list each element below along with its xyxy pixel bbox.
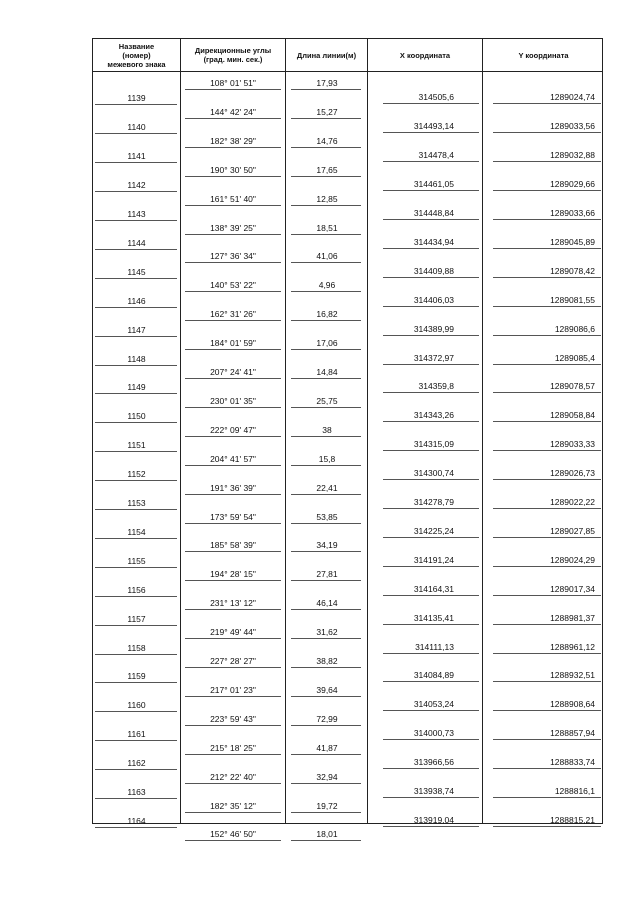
segment-line-length: 39,64 bbox=[316, 684, 338, 695]
point-underline bbox=[493, 421, 601, 422]
segment-line-length: 17,65 bbox=[316, 164, 338, 175]
point-underline bbox=[493, 161, 601, 162]
segment-direction-angle: 108° 01' 51" bbox=[210, 78, 256, 88]
point-y-coordinate: 1289029,66 bbox=[550, 179, 595, 190]
point-underline bbox=[95, 509, 177, 510]
segment-underline bbox=[291, 118, 361, 119]
segment-line-length: 34,19 bbox=[316, 540, 338, 551]
point-underline bbox=[95, 365, 177, 366]
point-underline bbox=[383, 392, 479, 393]
point-name: 1148 bbox=[127, 353, 146, 364]
segment-line-length: 15,8 bbox=[318, 453, 336, 464]
segment-line-length: 41,06 bbox=[316, 251, 338, 262]
segment-underline bbox=[291, 291, 361, 292]
point-underline bbox=[95, 654, 177, 655]
point-y-coordinate: 1289032,88 bbox=[550, 150, 595, 161]
segment-underline bbox=[291, 523, 361, 524]
segment-underline bbox=[185, 89, 281, 90]
point-y-coordinate: 1288908,64 bbox=[550, 699, 595, 710]
segment-underline bbox=[185, 320, 281, 321]
segment-underline bbox=[291, 783, 361, 784]
point-x-coordinate: 314409,88 bbox=[413, 265, 454, 276]
point-underline bbox=[493, 624, 601, 625]
point-underline bbox=[493, 508, 601, 509]
segment-underline bbox=[185, 147, 281, 148]
point-underline bbox=[95, 278, 177, 279]
point-underline bbox=[493, 681, 601, 682]
segment-underline bbox=[185, 638, 281, 639]
point-y-coordinate: 1289024,29 bbox=[550, 554, 595, 565]
segment-line-length: 17,06 bbox=[316, 338, 338, 349]
segment-underline bbox=[185, 523, 281, 524]
point-name: 1143 bbox=[127, 209, 146, 220]
point-x-coordinate: 314191,24 bbox=[413, 554, 454, 565]
segment-underline bbox=[185, 205, 281, 206]
segment-line-length: 72,99 bbox=[316, 713, 338, 724]
point-y-coordinate: 1289081,55 bbox=[550, 294, 595, 305]
segment-line-length: 31,62 bbox=[316, 627, 338, 638]
point-y-coordinate: 1289086,6 bbox=[554, 323, 595, 334]
point-name: 1157 bbox=[127, 613, 146, 624]
point-underline bbox=[493, 479, 601, 480]
segment-underline bbox=[291, 320, 361, 321]
segment-underline bbox=[291, 436, 361, 437]
segment-underline bbox=[185, 234, 281, 235]
point-name: 1162 bbox=[127, 758, 146, 769]
point-underline bbox=[493, 277, 601, 278]
segment-underline bbox=[185, 551, 281, 552]
point-x-coordinate: 314434,94 bbox=[413, 236, 454, 247]
segment-underline bbox=[291, 494, 361, 495]
point-underline bbox=[95, 682, 177, 683]
segment-underline bbox=[185, 291, 281, 292]
point-y-coordinate: 1289085,4 bbox=[554, 352, 595, 363]
point-y-coordinate: 1288981,37 bbox=[550, 612, 595, 623]
segment-direction-angle: 162° 31' 26" bbox=[210, 309, 256, 320]
segment-underline bbox=[185, 840, 281, 841]
point-underline bbox=[95, 191, 177, 192]
point-underline bbox=[383, 826, 479, 827]
segment-underline bbox=[291, 89, 361, 90]
point-y-coordinate: 1289078,57 bbox=[550, 381, 595, 392]
point-x-coordinate: 314359,8 bbox=[418, 381, 454, 392]
point-y-coordinate: 1289024,74 bbox=[550, 92, 595, 103]
point-x-coordinate: 314389,99 bbox=[413, 323, 454, 334]
point-name: 1139 bbox=[127, 93, 146, 104]
point-underline bbox=[383, 681, 479, 682]
point-x-coordinate: 314225,24 bbox=[413, 525, 454, 536]
point-underline bbox=[493, 537, 601, 538]
point-underline bbox=[383, 653, 479, 654]
segment-underline bbox=[291, 667, 361, 668]
point-underline bbox=[383, 479, 479, 480]
segment-direction-angle: 182° 38' 29" bbox=[210, 135, 256, 146]
point-underline bbox=[493, 190, 601, 191]
segment-underline bbox=[185, 118, 281, 119]
point-underline bbox=[383, 421, 479, 422]
point-underline bbox=[95, 538, 177, 539]
segment-underline bbox=[291, 465, 361, 466]
point-y-coordinate: 1289033,33 bbox=[550, 439, 595, 450]
segment-line-length: 38 bbox=[322, 424, 332, 435]
segment-line-length: 22,41 bbox=[316, 482, 338, 493]
point-y-coordinate: 1288857,94 bbox=[550, 728, 595, 739]
point-underline bbox=[493, 768, 601, 769]
segment-underline bbox=[185, 725, 281, 726]
segment-underline bbox=[291, 580, 361, 581]
segment-line-length: 53,85 bbox=[316, 511, 338, 522]
point-y-coordinate: 1289045,89 bbox=[550, 236, 595, 247]
segment-line-length: 15,27 bbox=[316, 106, 338, 117]
point-underline bbox=[95, 567, 177, 568]
segment-underline bbox=[185, 378, 281, 379]
point-x-coordinate: 314300,74 bbox=[413, 468, 454, 479]
segment-line-length: 14,76 bbox=[316, 135, 338, 146]
segment-underline bbox=[185, 667, 281, 668]
segment-line-length: 17,93 bbox=[316, 78, 338, 88]
point-y-coordinate: 1288815,21 bbox=[550, 814, 595, 825]
point-underline bbox=[95, 769, 177, 770]
segment-line-length: 12,85 bbox=[316, 193, 338, 204]
segment-direction-angle: 230° 01' 35" bbox=[210, 395, 256, 406]
segment-direction-angle: 138° 39' 25" bbox=[210, 222, 256, 233]
segment-underline bbox=[291, 638, 361, 639]
point-y-coordinate: 1289022,22 bbox=[550, 497, 595, 508]
point-x-coordinate: 314448,84 bbox=[413, 208, 454, 219]
segment-direction-angle: 194° 28' 15" bbox=[210, 569, 256, 580]
point-underline bbox=[383, 364, 479, 365]
point-underline bbox=[95, 249, 177, 250]
segment-underline bbox=[291, 551, 361, 552]
point-x-coordinate: 314315,09 bbox=[413, 439, 454, 450]
segment-line-length: 27,81 bbox=[316, 569, 338, 580]
point-name: 1151 bbox=[127, 440, 146, 451]
segment-underline bbox=[185, 783, 281, 784]
point-underline bbox=[383, 248, 479, 249]
point-name: 1140 bbox=[127, 122, 146, 133]
segment-direction-angle: 161° 51' 40" bbox=[210, 193, 256, 204]
point-underline bbox=[95, 220, 177, 221]
segment-direction-angle: 127° 36' 34" bbox=[210, 251, 256, 262]
point-name: 1156 bbox=[127, 584, 146, 595]
point-y-coordinate: 1288833,74 bbox=[550, 757, 595, 768]
point-underline bbox=[383, 132, 479, 133]
segment-direction-angle: 140° 53' 22" bbox=[210, 280, 256, 291]
segment-direction-angle: 152° 46' 50" bbox=[210, 829, 256, 840]
point-x-coordinate: 314053,24 bbox=[413, 699, 454, 710]
point-underline bbox=[95, 711, 177, 712]
segment-underline bbox=[291, 176, 361, 177]
point-underline bbox=[383, 710, 479, 711]
segment-direction-angle: 215° 18' 25" bbox=[210, 742, 256, 753]
point-underline bbox=[383, 161, 479, 162]
point-name: 1155 bbox=[127, 555, 146, 566]
segment-direction-angle: 191° 36' 39" bbox=[210, 482, 256, 493]
segment-underline bbox=[291, 262, 361, 263]
point-underline bbox=[493, 219, 601, 220]
segment-underline bbox=[185, 262, 281, 263]
point-name: 1146 bbox=[127, 295, 146, 306]
point-name: 1144 bbox=[127, 237, 146, 248]
column-divider bbox=[180, 39, 181, 823]
segment-underline bbox=[291, 234, 361, 235]
segment-direction-angle: 212° 22' 40" bbox=[210, 771, 256, 782]
point-underline bbox=[383, 739, 479, 740]
point-underline bbox=[493, 739, 601, 740]
segment-underline bbox=[291, 147, 361, 148]
point-underline bbox=[95, 827, 177, 828]
segment-underline bbox=[291, 407, 361, 408]
segment-underline bbox=[291, 840, 361, 841]
segment-underline bbox=[185, 436, 281, 437]
point-name: 1150 bbox=[127, 411, 146, 422]
point-name: 1158 bbox=[127, 642, 146, 653]
point-underline bbox=[493, 566, 601, 567]
point-underline bbox=[493, 450, 601, 451]
column-divider bbox=[285, 39, 286, 823]
point-underline bbox=[493, 710, 601, 711]
point-y-coordinate: 1289033,66 bbox=[550, 208, 595, 219]
point-y-coordinate: 1288961,12 bbox=[550, 641, 595, 652]
point-y-coordinate: 1289026,73 bbox=[550, 468, 595, 479]
header-y-coordinate: Y координата bbox=[518, 50, 569, 60]
point-name: 1154 bbox=[127, 526, 146, 537]
point-y-coordinate: 1289078,42 bbox=[550, 265, 595, 276]
point-underline bbox=[95, 480, 177, 481]
segment-line-length: 14,84 bbox=[316, 367, 338, 377]
segment-line-length: 38,82 bbox=[316, 656, 338, 666]
segment-underline bbox=[185, 812, 281, 813]
segment-direction-angle: 190° 30' 50" bbox=[210, 164, 256, 175]
point-x-coordinate: 314478,4 bbox=[418, 150, 454, 161]
point-underline bbox=[95, 104, 177, 105]
point-name: 1149 bbox=[127, 382, 146, 393]
point-y-coordinate: 1289017,34 bbox=[550, 583, 595, 594]
point-name: 1142 bbox=[127, 180, 146, 191]
point-underline bbox=[95, 596, 177, 597]
point-x-coordinate: 314461,05 bbox=[413, 179, 454, 190]
point-underline bbox=[383, 797, 479, 798]
segment-direction-angle: 227° 28' 27" bbox=[210, 656, 256, 666]
point-name: 1141 bbox=[127, 151, 146, 162]
segment-direction-angle: 144° 42' 24" bbox=[210, 106, 256, 117]
point-x-coordinate: 313966,56 bbox=[413, 757, 454, 768]
point-name: 1161 bbox=[127, 729, 146, 740]
point-x-coordinate: 314278,79 bbox=[413, 497, 454, 508]
header-divider bbox=[93, 71, 602, 72]
point-x-coordinate: 314000,73 bbox=[413, 728, 454, 739]
point-underline bbox=[493, 653, 601, 654]
point-name: 1152 bbox=[127, 469, 146, 480]
segment-line-length: 41,87 bbox=[316, 742, 338, 753]
point-underline bbox=[383, 566, 479, 567]
point-x-coordinate: 314164,31 bbox=[413, 583, 454, 594]
point-x-coordinate: 314084,89 bbox=[413, 670, 454, 681]
point-underline bbox=[95, 393, 177, 394]
point-x-coordinate: 313938,74 bbox=[413, 786, 454, 797]
segment-underline bbox=[291, 754, 361, 755]
segment-underline bbox=[185, 696, 281, 697]
point-underline bbox=[383, 103, 479, 104]
point-y-coordinate: 1288816,1 bbox=[554, 786, 595, 797]
point-underline bbox=[493, 306, 601, 307]
point-underline bbox=[95, 451, 177, 452]
point-underline bbox=[383, 537, 479, 538]
segment-line-length: 25,75 bbox=[316, 395, 338, 406]
column-divider bbox=[367, 39, 368, 823]
segment-direction-angle: 173° 59' 54" bbox=[210, 511, 256, 522]
segment-underline bbox=[291, 378, 361, 379]
point-underline bbox=[95, 740, 177, 741]
point-underline bbox=[383, 624, 479, 625]
point-underline bbox=[383, 335, 479, 336]
point-underline bbox=[493, 797, 601, 798]
segment-direction-angle: 204° 41' 57" bbox=[210, 453, 256, 464]
point-y-coordinate: 1289033,56 bbox=[550, 121, 595, 132]
segment-underline bbox=[185, 465, 281, 466]
segment-underline bbox=[291, 205, 361, 206]
point-x-coordinate: 314111,13 bbox=[415, 641, 454, 652]
point-name: 1145 bbox=[127, 266, 146, 277]
boundary-coordinates-table bbox=[92, 38, 603, 840]
segment-direction-angle: 184° 01' 59" bbox=[210, 338, 256, 349]
segment-line-length: 18,01 bbox=[316, 829, 338, 840]
point-x-coordinate: 314505,6 bbox=[418, 92, 454, 103]
point-underline bbox=[95, 422, 177, 423]
column-divider bbox=[482, 39, 483, 823]
segment-direction-angle: 182° 35' 12" bbox=[210, 800, 256, 811]
point-underline bbox=[493, 595, 601, 596]
point-underline bbox=[95, 307, 177, 308]
point-underline bbox=[493, 335, 601, 336]
segment-line-length: 46,14 bbox=[316, 598, 338, 609]
point-underline bbox=[95, 625, 177, 626]
point-underline bbox=[383, 277, 479, 278]
header-line-length: Длина линии(м) bbox=[296, 50, 357, 60]
segment-underline bbox=[291, 349, 361, 350]
segment-underline bbox=[291, 725, 361, 726]
point-underline bbox=[493, 364, 601, 365]
point-underline bbox=[493, 132, 601, 133]
segment-direction-angle: 223° 59' 43" bbox=[210, 713, 256, 724]
point-x-coordinate: 313919,04 bbox=[413, 814, 454, 825]
segment-direction-angle: 217° 01' 23" bbox=[210, 684, 256, 695]
segment-underline bbox=[185, 754, 281, 755]
point-underline bbox=[383, 508, 479, 509]
point-underline bbox=[383, 768, 479, 769]
segment-direction-angle: 219° 49' 44" bbox=[210, 627, 256, 638]
point-underline bbox=[95, 798, 177, 799]
point-underline bbox=[383, 595, 479, 596]
point-x-coordinate: 314343,26 bbox=[413, 410, 454, 421]
point-name: 1163 bbox=[127, 787, 146, 798]
point-x-coordinate: 314493,14 bbox=[413, 121, 454, 132]
point-x-coordinate: 314372,97 bbox=[413, 352, 454, 363]
header-direction-angle: Дирекционные углы (град. мин. сек.) bbox=[194, 46, 272, 64]
point-y-coordinate: 1289058,84 bbox=[550, 410, 595, 421]
point-name: 1153 bbox=[127, 498, 146, 509]
point-name: 1159 bbox=[127, 671, 146, 682]
point-underline bbox=[95, 133, 177, 134]
segment-direction-angle: 231° 13' 12" bbox=[210, 598, 256, 609]
header-x-coordinate: X координата bbox=[399, 50, 451, 60]
segment-direction-angle: 185° 58' 39" bbox=[210, 540, 256, 551]
segment-underline bbox=[185, 407, 281, 408]
segment-line-length: 18,51 bbox=[316, 222, 338, 233]
segment-line-length: 19,72 bbox=[316, 800, 338, 811]
point-name: 1147 bbox=[127, 324, 146, 335]
segment-underline bbox=[185, 494, 281, 495]
point-y-coordinate: 1288932,51 bbox=[550, 670, 595, 681]
segment-line-length: 4,96 bbox=[318, 280, 336, 291]
point-underline bbox=[493, 103, 601, 104]
point-underline bbox=[493, 248, 601, 249]
point-underline bbox=[493, 392, 601, 393]
segment-underline bbox=[185, 176, 281, 177]
point-name: 1164 bbox=[127, 815, 146, 826]
point-underline bbox=[493, 826, 601, 827]
point-underline bbox=[383, 450, 479, 451]
point-name: 1160 bbox=[127, 700, 146, 711]
segment-line-length: 16,82 bbox=[316, 309, 338, 320]
segment-underline bbox=[291, 609, 361, 610]
point-x-coordinate: 314135,41 bbox=[413, 612, 454, 623]
segment-underline bbox=[291, 812, 361, 813]
segment-line-length: 32,94 bbox=[316, 771, 338, 782]
point-underline bbox=[383, 190, 479, 191]
point-underline bbox=[95, 336, 177, 337]
segment-direction-angle: 222° 09' 47" bbox=[210, 424, 256, 435]
point-y-coordinate: 1289027,85 bbox=[550, 525, 595, 536]
point-underline bbox=[383, 306, 479, 307]
segment-direction-angle: 207° 24' 41" bbox=[210, 367, 256, 377]
header-point-name: Название (номер) межевого знака bbox=[107, 41, 166, 69]
point-underline bbox=[383, 219, 479, 220]
point-x-coordinate: 314406,03 bbox=[413, 294, 454, 305]
segment-underline bbox=[185, 580, 281, 581]
segment-underline bbox=[185, 609, 281, 610]
segment-underline bbox=[185, 349, 281, 350]
segment-underline bbox=[291, 696, 361, 697]
point-underline bbox=[95, 162, 177, 163]
